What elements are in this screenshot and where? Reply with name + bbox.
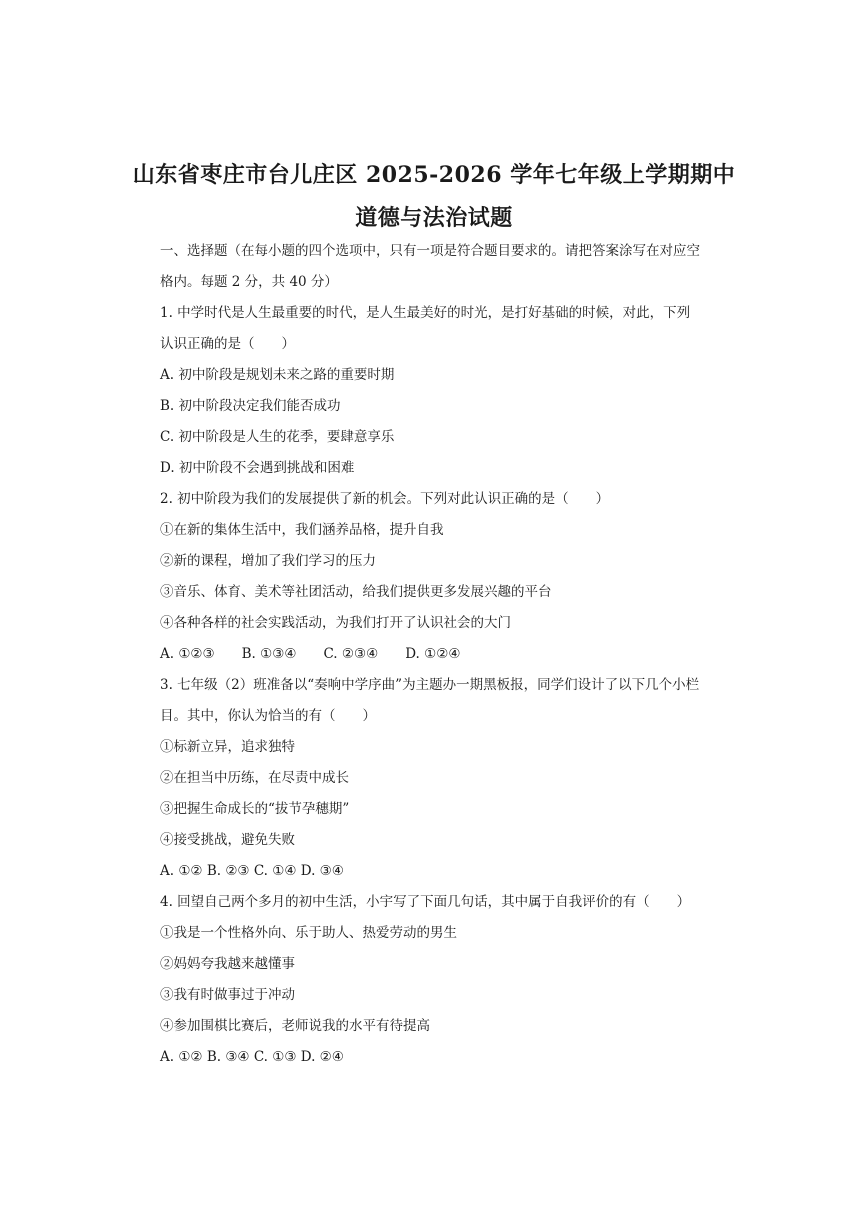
q2-choices: A. ①②③ B. ①③④ C. ②③④ D. ①②④: [160, 646, 461, 662]
q3-item-2: ②在担当中历练，在尽责中成长: [160, 770, 349, 786]
q3-stem-line2: 目。其中，你认为恰当的有（ ）: [160, 708, 376, 724]
q3-stem-line1: 3. 七年级（2）班准备以“奏响中学序曲”为主题办一期黑板报，同学们设计了以下几个小栏: [160, 677, 700, 693]
q4-stem-line1: 4. 回望自己两个多月的初中生活，小宇写了下面几句话，其中属于自我评价的有（ ）: [160, 894, 691, 910]
q4-choices: A. ①② B. ③④ C. ①③ D. ②④: [160, 1049, 344, 1065]
q1-option-d: D. 初中阶段不会遇到挑战和困难: [160, 460, 355, 476]
q2-item-1: ①在新的集体生活中，我们涵养品格，提升自我: [160, 522, 444, 538]
q3-item-3: ③把握生命成长的“拔节孕穗期”: [160, 801, 350, 817]
q2-stem-line1: 2. 初中阶段为我们的发展提供了新的机会。下列对此认识正确的是（ ）: [160, 491, 610, 507]
q4-item-4: ④参加围棋比赛后，老师说我的水平有待提高: [160, 1018, 430, 1034]
q1-stem-line1: 1. 中学时代是人生最重要的时代，是人生最美好的时光，是打好基础的时候，对此，下列: [160, 305, 691, 321]
q3-choices: A. ①② B. ②③ C. ①④ D. ③④: [160, 863, 344, 879]
exam-title-line2: 道德与法治试题: [355, 205, 513, 231]
q3-item-4: ④接受挑战，避免失败: [160, 832, 295, 848]
q1-option-b: B. 初中阶段决定我们能否成功: [160, 398, 341, 414]
q3-item-1: ①标新立异，追求独特: [160, 739, 295, 755]
q1-stem-line2: 认识正确的是（ ）: [160, 336, 295, 352]
q2-item-2: ②新的课程，增加了我们学习的压力: [160, 553, 376, 569]
instructions-line2: 格内。每题 2 分，共 40 分）: [160, 274, 338, 290]
q4-item-2: ②妈妈夸我越来越懂事: [160, 956, 295, 972]
q1-option-a: A. 初中阶段是规划未来之路的重要时期: [160, 367, 395, 383]
q4-item-3: ③我有时做事过于冲动: [160, 987, 295, 1003]
q4-item-1: ①我是一个性格外向、乐于助人、热爱劳动的男生: [160, 925, 457, 941]
q2-item-4: ④各种各样的社会实践活动，为我们打开了认识社会的大门: [160, 615, 511, 631]
exam-title-line1: 山东省枣庄市台儿庄区 2025-2026 学年七年级上学期期中: [132, 162, 736, 188]
q2-item-3: ③音乐、体育、美术等社团活动，给我们提供更多发展兴趣的平台: [160, 584, 552, 600]
instructions-line1: 一、选择题（在每小题的四个选项中，只有一项是符合题目要求的。请把答案涂写在对应空: [160, 243, 700, 259]
q1-option-c: C. 初中阶段是人生的花季，要肆意享乐: [160, 429, 395, 445]
